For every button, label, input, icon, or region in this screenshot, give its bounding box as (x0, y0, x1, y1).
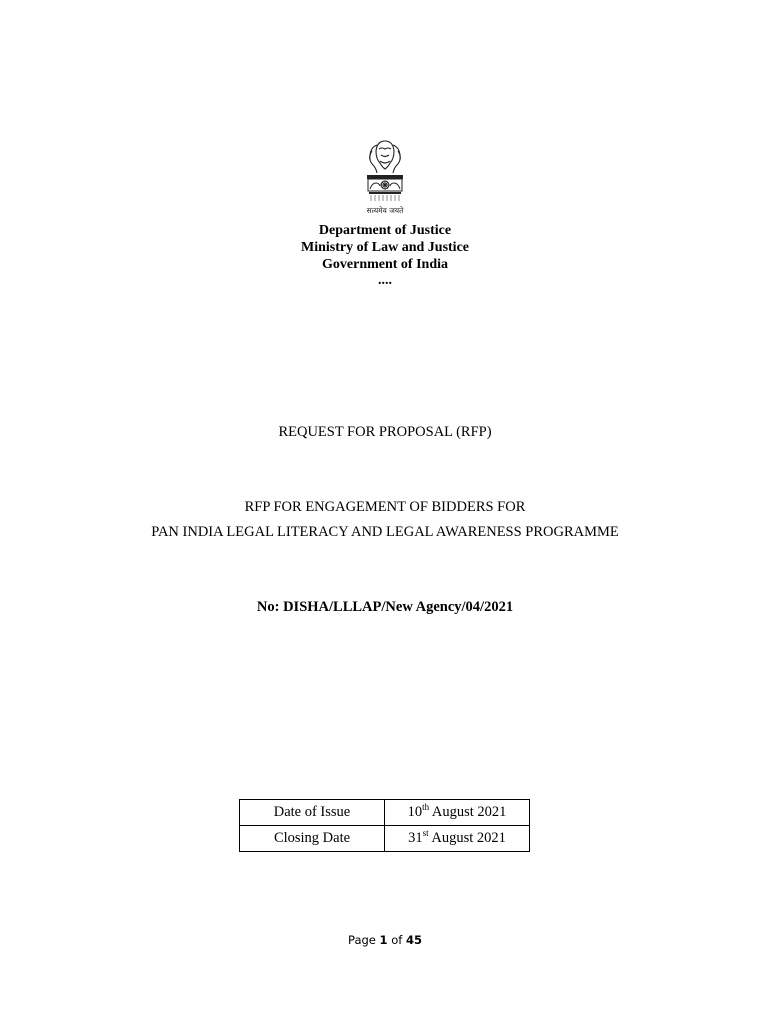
header-dots: .... (378, 273, 392, 288)
subtitle-line-1: RFP FOR ENGAGEMENT OF BIDDERS FOR (244, 499, 526, 515)
emblem-motto: सत्यमेव जयते (366, 206, 404, 215)
table-row (240, 826, 530, 852)
government-name: Government of India (322, 257, 448, 272)
closing-date-value: 31st August 2021 (385, 826, 530, 852)
table-row (240, 800, 530, 826)
ministry-name: Ministry of Law and Justice (301, 240, 469, 255)
issue-date-label: Date of Issue (240, 800, 385, 826)
document-title: REQUEST FOR PROPOSAL (RFP) (278, 424, 492, 440)
page-number: Page 1 of 45 (348, 933, 422, 947)
dates-table (239, 799, 530, 852)
issue-date-value: 10th August 2021 (385, 800, 530, 826)
rfp-number: No: DISHA/LLLAP/New Agency/04/2021 (256, 599, 514, 615)
subtitle-line-2: PAN INDIA LEGAL LITERACY AND LEGAL AWARENESS PROGRAMME (151, 524, 619, 540)
department-name: Department of Justice (318, 223, 452, 238)
state-emblem-icon (357, 137, 413, 217)
closing-date-label: Closing Date (240, 826, 385, 852)
